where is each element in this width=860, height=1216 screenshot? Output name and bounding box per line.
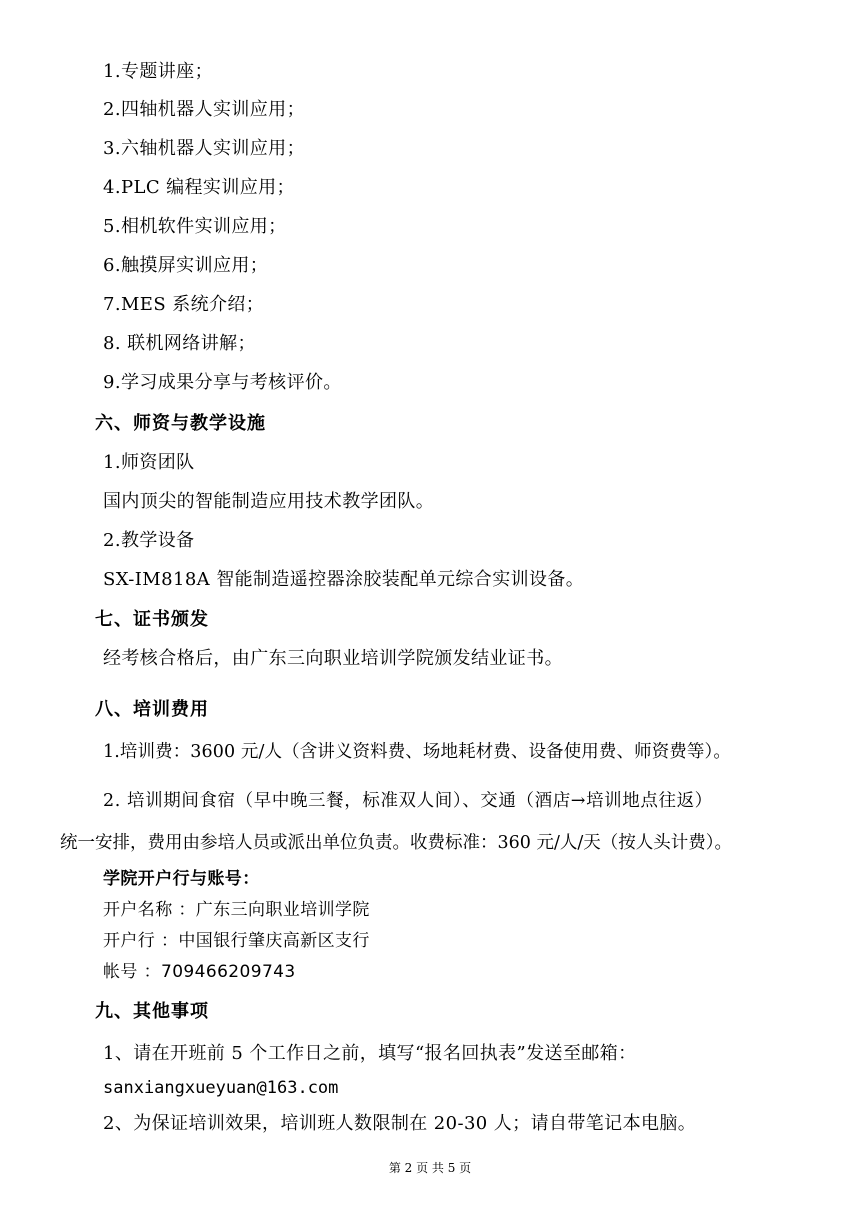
content-item-7: 7.MES 系统介绍；	[103, 294, 265, 315]
equipment-title: 2.教学设备	[103, 530, 195, 551]
page-number-footer: 第 2 页 共 5 页	[388, 1161, 472, 1175]
content-item-9: 9.学习成果分享与考核评价。	[103, 372, 342, 393]
section-heading-other: 九、其他事项	[95, 1001, 209, 1022]
content-item-6: 6.触摸屏实训应用；	[103, 255, 269, 276]
fee-item-2-line-2: 统一安排，费用由参培人员或派出单位负责。收费标准：360 元/人/天（按人头计费）。	[60, 833, 733, 853]
account-number: 帐号 ：709466209743	[103, 962, 296, 982]
fee-item-2-line-1: 2. 培训期间食宿（早中晚三餐，标准双人间）、交通（酒店→培训地点往返）	[103, 791, 713, 811]
teachers-title: 1.师资团队	[103, 452, 195, 473]
section-heading-fees: 八、培训费用	[95, 699, 209, 720]
account-name: 开户名称 ：广东三向职业培训学院	[103, 900, 370, 920]
fee-item-1: 1.培训费：3600 元/人（含讲义资料费、场地耗材费、设备使用费、师资费等）。	[103, 742, 731, 762]
other-item-1-line-1: 1、请在开班前 5 个工作日之前，填写“报名回执表”发送至邮箱：	[103, 1043, 637, 1064]
content-item-8: 8. 联机网络讲解；	[103, 333, 256, 354]
account-bank: 开户行 ：中国银行肇庆高新区支行	[103, 931, 370, 951]
certificate-text: 经考核合格后，由广东三向职业培训学院颁发结业证书。	[103, 648, 563, 669]
other-item-2: 2、为保证培训效果，培训班人数限制在 20-30 人；请自带笔记本电脑。	[103, 1113, 697, 1134]
section-heading-certificate: 七、证书颁发	[95, 609, 209, 630]
teachers-text: 国内顶尖的智能制造应用技术教学团队。	[103, 491, 435, 512]
content-item-3: 3.六轴机器人实训应用；	[103, 138, 305, 159]
content-item-2: 2.四轴机器人实训应用；	[103, 99, 305, 120]
content-item-1: 1.专题讲座；	[103, 61, 213, 82]
content-item-5: 5.相机软件实训应用；	[103, 216, 287, 237]
section-heading-teachers: 六、师资与教学设施	[95, 413, 266, 434]
content-item-4: 4.PLC 编程实训应用；	[103, 177, 295, 198]
equipment-text: SX-IM818A 智能制造遥控器涂胶装配单元综合实训设备。	[103, 569, 585, 590]
account-title: 学院开户行与账号：	[103, 869, 260, 889]
contact-email: sanxiangxueyuan@163.com	[103, 1078, 339, 1098]
